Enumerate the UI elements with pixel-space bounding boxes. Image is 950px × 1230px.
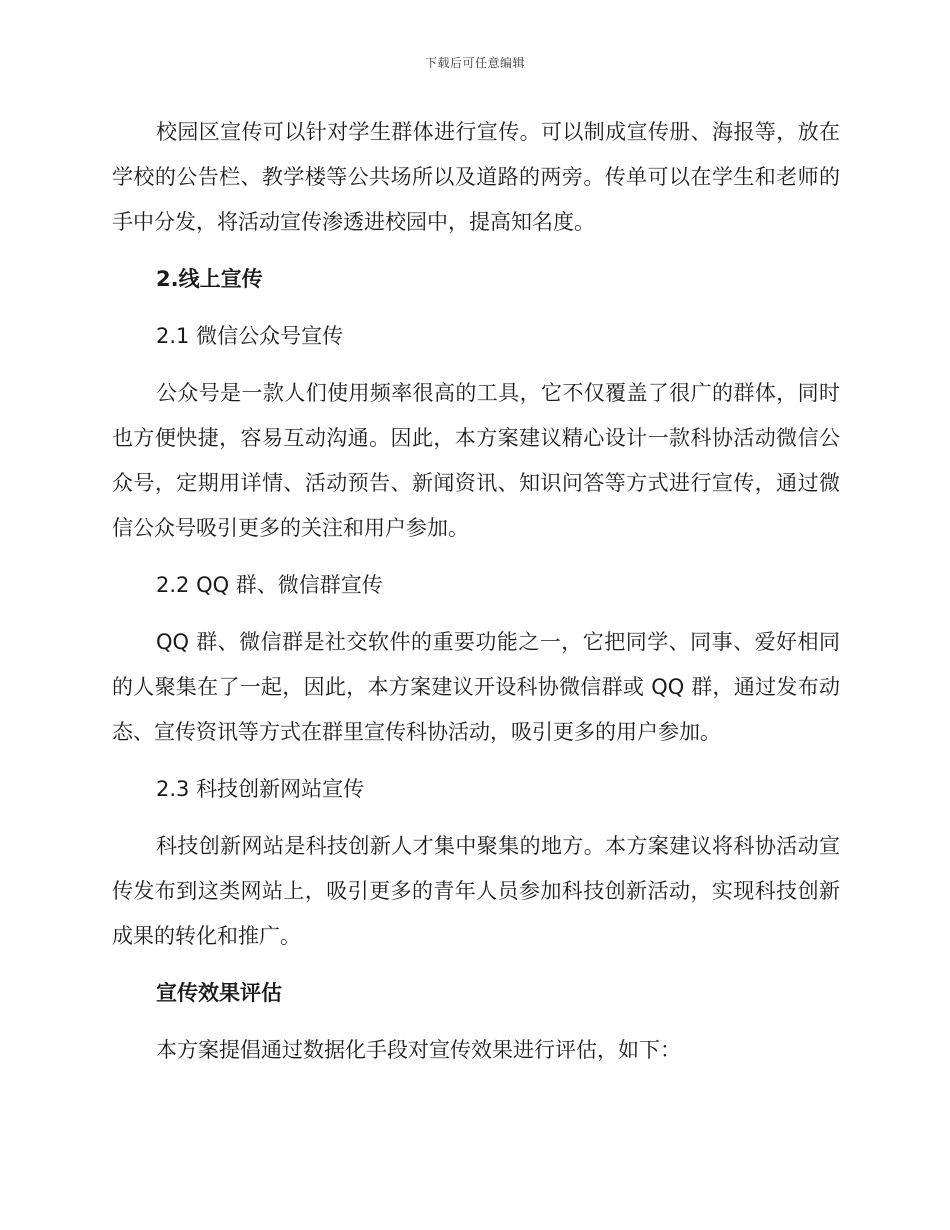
subheading-qq-wechat-groups: 2.2 QQ 群、微信群宣传 (156, 573, 383, 597)
paragraph-campus-promotion: 校园区宣传可以针对学生群体进行宣传。可以制成宣传册、海报等，放在学校的公告栏、教学楼等公共场所以及道路的两旁。传单可以在学生和老师的手中分发，将活动宣传渗透进校园中，提高知名度。 (112, 120, 840, 234)
section-heading-evaluation: 宣传效果评估 (156, 981, 282, 1005)
subheading-tech-website: 2.3 科技创新网站宣传 (156, 777, 365, 801)
paragraph-tech-website: 科技创新网站是科技创新人才集中聚集的地方。本方案建议将科协活动宣传发布到这类网站上，吸引更多的青年人员参加科技创新活动，实现科技创新成果的转化和推广。 (112, 834, 840, 948)
section-heading-online: 2.线上宣传 (156, 267, 263, 291)
paragraph-qq-wechat-groups: QQ 群、微信群是社交软件的重要功能之一，它把同学、同事、爱好相同的人聚集在了一起，因此，本方案建议开设科协微信群或 QQ 群，通过发布动态、宣传资讯等方式在群里宣传科协活动，吸引更多的用户参加。 (112, 630, 840, 744)
paragraph-evaluation: 本方案提倡通过数据化手段对宣传效果进行评估，如下： (156, 1038, 681, 1062)
page-header-note: 下载后可任意编辑 (424, 56, 525, 70)
document-body (112, 110, 840, 1073)
subheading-wechat-account: 2.1 微信公众号宣传 (156, 324, 344, 348)
paragraph-wechat-account: 公众号是一款人们使用频率很高的工具，它不仅覆盖了很广的群体，同时也方便快捷，容易互动沟通。因此，本方案建议精心设计一款科协活动微信公众号，定期用详情、活动预告、新闻资讯、知识问答等方式进行宣传，通过微信公众号吸引更多的关注和用户参加。 (112, 381, 840, 540)
